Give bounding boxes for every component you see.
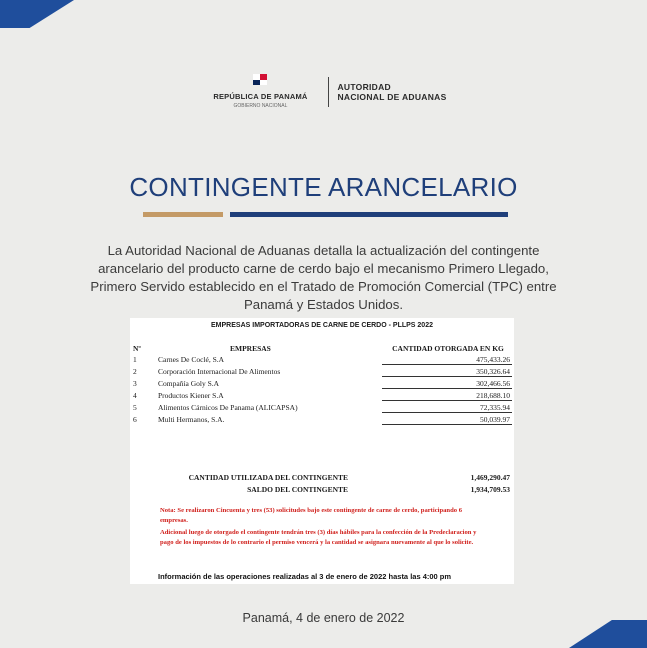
column-header-company: EMPRESAS <box>230 344 271 353</box>
corner-decoration-top-left <box>0 0 74 28</box>
note-deadline: Adicional luego de otorgado el contingente tendrán tres (3) días hábiles para la confección de la Predeclaracion y pago de los impuestos de lo contrario el permiso vencerá y la cantidad se asignara nuevamente al que lo solicite. <box>160 529 477 546</box>
column-header-quantity: CANTIDAD OTORGADA EN KG <box>392 344 504 353</box>
government-subtitle: GOBIERNO NACIONAL <box>233 103 288 109</box>
balance-contingent-label: SALDO DEL CONTINGENTE <box>247 485 348 494</box>
row-number: 3 <box>133 379 137 388</box>
row-quantity: 50,039.97 <box>382 415 512 425</box>
column-header-number: Nº <box>133 344 141 353</box>
table-row <box>130 391 514 402</box>
table-row <box>130 379 514 390</box>
used-contingent-label: CANTIDAD UTILIZADA DEL CONTINGENTE <box>188 473 348 482</box>
row-company: Multi Hermanos, S.A. <box>158 415 225 424</box>
agency-line-1: AUTORIDAD <box>337 81 391 92</box>
row-company: Compañía Goly S.A <box>158 379 220 388</box>
page-title: CONTINGENTE ARANCELARIO <box>129 172 518 202</box>
row-quantity: 302,466.56 <box>382 379 512 389</box>
row-number: 2 <box>133 367 137 376</box>
row-number: 4 <box>133 391 137 400</box>
document-title: EMPRESAS IMPORTADORAS DE CARNE DE CERDO - PLLPS 2022 <box>211 322 433 329</box>
row-company: Alimentos Cárnicos De Panama (ALICAPSA) <box>158 403 298 412</box>
title-underline-gold <box>143 212 223 217</box>
used-contingent-value: 1,469,290.47 <box>470 473 510 482</box>
table-row <box>130 415 514 426</box>
table-row <box>130 367 514 378</box>
row-quantity: 218,688.10 <box>382 391 512 401</box>
row-number: 6 <box>133 415 137 424</box>
row-company: Corporación Internacional De Alimentos <box>158 367 281 376</box>
contingent-table-document <box>130 318 514 584</box>
balance-contingent-value: 1,934,709.53 <box>470 485 510 494</box>
panama-flag-icon <box>253 74 267 85</box>
row-quantity: 350,326.64 <box>382 367 512 377</box>
row-number: 1 <box>133 355 137 364</box>
row-quantity: 72,335.94 <box>382 403 512 413</box>
header <box>0 74 647 109</box>
title-underline-blue <box>230 212 508 217</box>
footer-date: Panamá, 4 de enero de 2022 <box>242 611 405 625</box>
row-company: Productos Kiener S.A <box>158 391 224 400</box>
table-row <box>130 355 514 366</box>
government-logo <box>200 74 320 109</box>
row-company: Carnes De Coclé, S.A <box>158 355 225 364</box>
government-name: REPÚBLICA DE PANAMÁ <box>213 92 308 101</box>
agency-line-2: NACIONAL DE ADUANAS <box>337 91 447 102</box>
agency-name <box>337 82 446 102</box>
header-divider <box>328 77 329 107</box>
row-number: 5 <box>133 403 137 412</box>
operations-info: Información de las operaciones realizadas al 3 de enero de 2022 hasta las 4:00 pm <box>158 572 452 581</box>
intro-paragraph: La Autoridad Nacional de Aduanas detalla la actualización del contingente arancelario del producto carne de cerdo bajo el mecanismo Primero Llegado, Primero Servido establecido en el Tratado de Promoción Comercial (TPC) entre Panamá y Estados Unidos. <box>90 243 557 312</box>
row-quantity: 475,433.26 <box>382 355 512 365</box>
note-requests: Nota: Se realizaron Cincuenta y tres (53) solicitudes bajo este contingente de carne de cerdo, participando 6 empresas. <box>160 507 462 524</box>
table-row <box>130 403 514 414</box>
